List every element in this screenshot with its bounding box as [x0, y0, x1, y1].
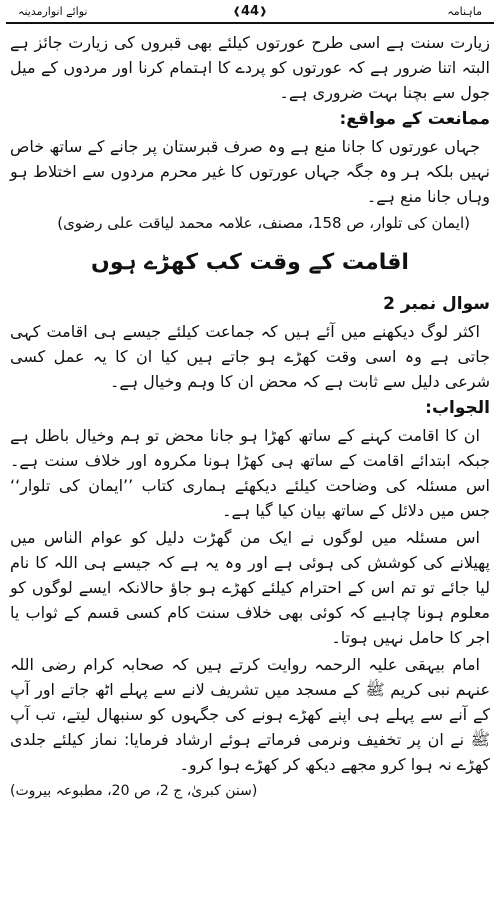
- paragraph-prohibitions: جہاں عورتوں کا جانا منع ہے وہ صرف قبرستان پر جانے کے ساتھ خاص نہیں بلکہ ہر وہ جگہ جہاں عورتوں کا غیر محرم مردوں سے اختلاط ہو وہاں جانا منع ہے۔: [10, 137, 490, 206]
- article-title: اقامت کے وقت کب کھڑے ہوں: [91, 250, 409, 275]
- paragraph-visiting-graves: زیارت سنت ہے اسی طرح عورتوں کیلئے بھی قبروں کی زیارت جائز ہے البتہ اتنا ضرور ہے کہ عورتوں کو پردے کا اہتمام کرنا اور مردوں کے میل جول سے بچنا بہت ضروری ہے۔: [10, 33, 490, 102]
- header-rule: [6, 22, 494, 24]
- article-body: [10, 30, 490, 804]
- magazine-subtitle: نوائے انوارمدینہ: [18, 4, 88, 18]
- ornament-right-icon: ❱: [259, 5, 268, 17]
- section-heading-prohibitions: ممانعت کے مواقع:: [339, 109, 490, 129]
- answer-paragraph-1: ان کا اقامت کہنے کے ساتھ کھڑا ہو جانا محض تو ہم وخیال باطل ہے جبکہ ابتدائے اقامت کے ساتھ ہی کھڑا ہونا مکروہ اور خلاف سنت ہے۔ اس مسئلہ کی وضاحت کیلئے دیکھئے ہماری کتاب ’’ایمان کی تلوار‘‘ جس میں دلائل کے ساتھ بیان کیا گیا ہے۔: [10, 426, 490, 520]
- source-citation: (سنن کبریٰ، ج 2، ص 20، مطبوعہ بیروت): [10, 783, 258, 799]
- magazine-name: ماہنامہ: [447, 4, 482, 18]
- ornament-left-icon: ❰: [232, 5, 241, 17]
- question-label: سوال نمبر 2: [383, 294, 490, 314]
- page-number: [224, 2, 276, 20]
- answer-paragraph-2: اس مسئلہ میں لوگوں نے ایک من گھڑت دلیل کو عوام الناس میں پھیلانے کی کوشش کی ہوئی ہے اور وہ یہ ہے کہ جیسے ہی اللہ کا نام لیا جائے تو تم اس کے احترام کیلئے کھڑے ہو جاؤ حالانکہ ایسے لوگوں کو معلوم ہونا چاہیے کہ کوئی بھی خلاف سنت کام کسی قسم کے ثواب یا اجر کا حامل نہیں ہوتا۔: [10, 528, 490, 647]
- reference-citation: (ایمان کی تلوار، ص 158، مصنف، علامہ محمد لیاقت علی رضوی): [57, 214, 470, 232]
- page-number-value: 44: [240, 3, 260, 19]
- answer-paragraph-3: امام بیہقی علیہ الرحمہ روایت کرتے ہیں کہ صحابہ کرام رضی اللہ عنہم نبی کریم ﷺ کے مسجد میں تشریف لانے سے پہلے اٹھ جاتے اور آپ کے آنے سے پہلے ہی اپنے کھڑے ہونے کی جگہوں کو سنبھال لیتے، تب آپ ﷺ نے ان پر تخفیف ونرمی فرماتے ہوئے ارشاد فرمایا: نماز کیلئے جلدی کھڑے نہ ہوا کرو مجھے دیکھ کر کھڑے ہوا کرو۔: [10, 655, 490, 774]
- answer-label: الجواب:: [425, 398, 490, 418]
- question-text: اکثر لوگ دیکھنے میں آئے ہیں کہ جماعت کیلئے جیسے ہی اقامت کہی جاتی ہے وہ اسی وقت کھڑے ہو جاتے ہیں کیا ان کا یہ عمل کسی شرعی دلیل سے ثابت ہے کہ محض ان کا وہم وخیال ہے۔: [10, 322, 490, 391]
